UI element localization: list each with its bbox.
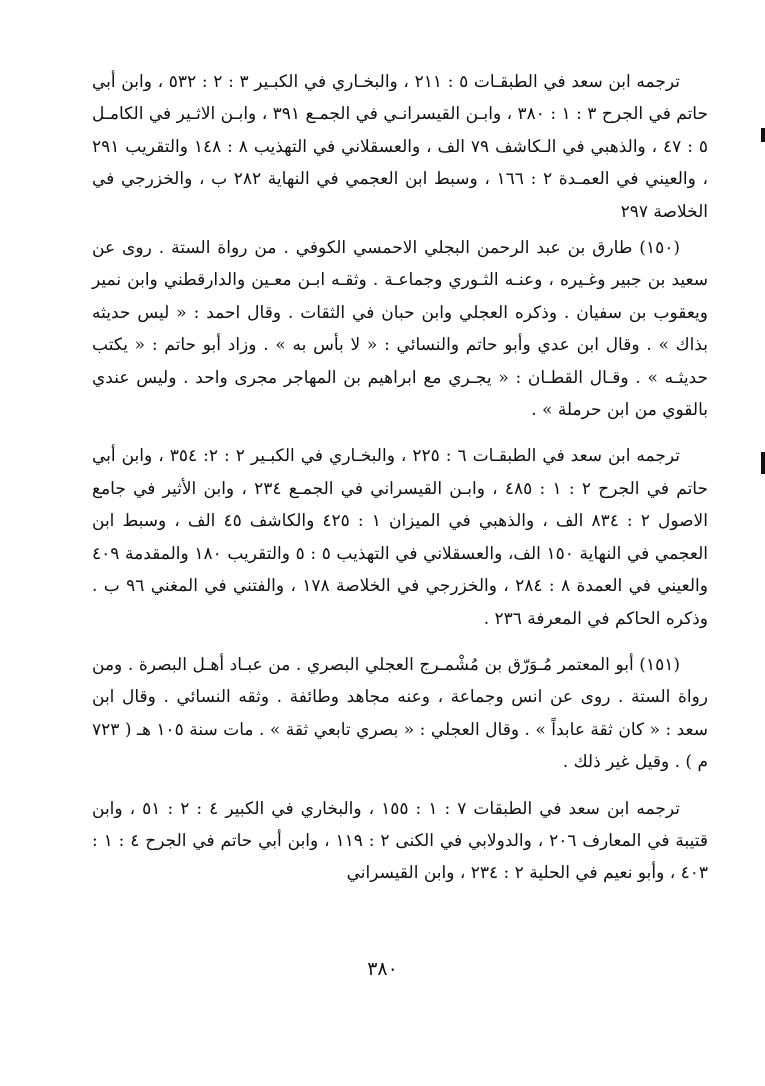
entry-paragraph-150: (١٥٠) طارق بن عبد الرحمن البجلي الاحمسي الكوفي . من رواة الستة . روى عن سعيد بن جبير وغـيره ، وعنـه الثـوري وجماعـة . وثقـه ابـن معـين والدارقطني وابن نمير ويعقوب بن سفيان . وذكره العجلي وابن حبان في الثقات . وقال احمد : « ليس حديثه بذاك » . وقال ابن عدي وأبو حاتم والنسائي : « لا بأس به » . وزاد أبو حاتم : « يكتب حديثـه » . وقـال القطـان : « يجـري مع ابراهيم بن المهاجر مجرى واحد . وليس عندي بالقوي من ابن حرملة » . (92, 238, 708, 421)
tarjama-paragraph-149: ترجمه ابن سعد في الطبقـات ٥ : ٢١١ ، والبخـاري في الكبـير ٣ : ٢ : ٥٣٢ ، وابن أبي حاتم في الجرح ٣ : ١ : ٣٨٠ ، وابـن القيسرانـي في الجمـع ٣٩١ ، وابـن الاثـير في الكامـل ٥ : ٤٧ ، والذهبي في الـكاشف ٧٩ الف ، والعسقلاني في التهذيب ٨ : ١٤٨ والتقريب ٢٩١ ، والعيني في العمـدة ٢ : ١٦٦ ، وسبط ابن العجمي في النهاية ٢٨٢ ب ، والخزرجي في الخلاصة ٢٩٧ (92, 72, 708, 222)
edge-mark (761, 128, 765, 142)
page-body (92, 66, 708, 890)
tarjama-paragraph-150: ترجمه ابن سعد في الطبقـات ٦ : ٢٢٥ ، والبخـاري في الكبـير ٢ : ٢: ٣٥٤ ، وابن أبي حاتم في الجرح ٢ : ١ : ٤٨٥ ، وابـن القيسراني في الجمـع ٢٣٤ ، وابن الأثير في جامع الاصول ٢ : ٨٣٤ الف ، والذهبي في الميزان ١ : ٤٢٥ والكاشف ٤٥ الف ، وسبط ابن العجمي في النهاية ١٥٠ الف، والعسقلاني في التهذيب ٥ : ٥ والتقريب ١٨٠ والمقدمة ٤٠٩ والعيني في العمدة ٨ : ٢٨٤ ، والخزرجي في الخلاصة ١٧٨ ، والفتني في المغني ٩٦ ب . وذكره الحاكم في المعرفة ٢٣٦ . (92, 446, 708, 629)
page-number: ٣٨٠ (367, 958, 398, 980)
tarjama-paragraph-151: ترجمه ابن سعد في الطبقات ٧ : ١ : ١٥٥ ، والبخاري في الكبير ٤ : ٢ : ٥١ ، وابن قتيبة في المعارف ٢٠٦ ، والدولابي في الكنى ٢ : ١١٩ ، وابن أبي حاتم في الجرح ٤ : ١ : ٤٠٣ ، وأبو نعيم في الحلية ٢ : ٢٣٤ ، وابن القيسراني (92, 798, 708, 884)
entry-paragraph-151: (١٥١) أبو المعتمر مُـوَرّق بن مُشْمـرج العجلي البصري . من عبـاد أهـل البصرة . ومن رواة الستة . روى عن انس وجماعة ، وعنه مجاهد وطائفة . وثقه النسائي . وقال ابن سعد : « كان ثقة عابداً » . وقال العجلي : « بصري تابعي ثقة » . مات سنة ١٠٥ هـ ( ٧٢٣ م ) . وقيل غير ذلك . (92, 654, 709, 773)
edge-mark (761, 452, 765, 474)
